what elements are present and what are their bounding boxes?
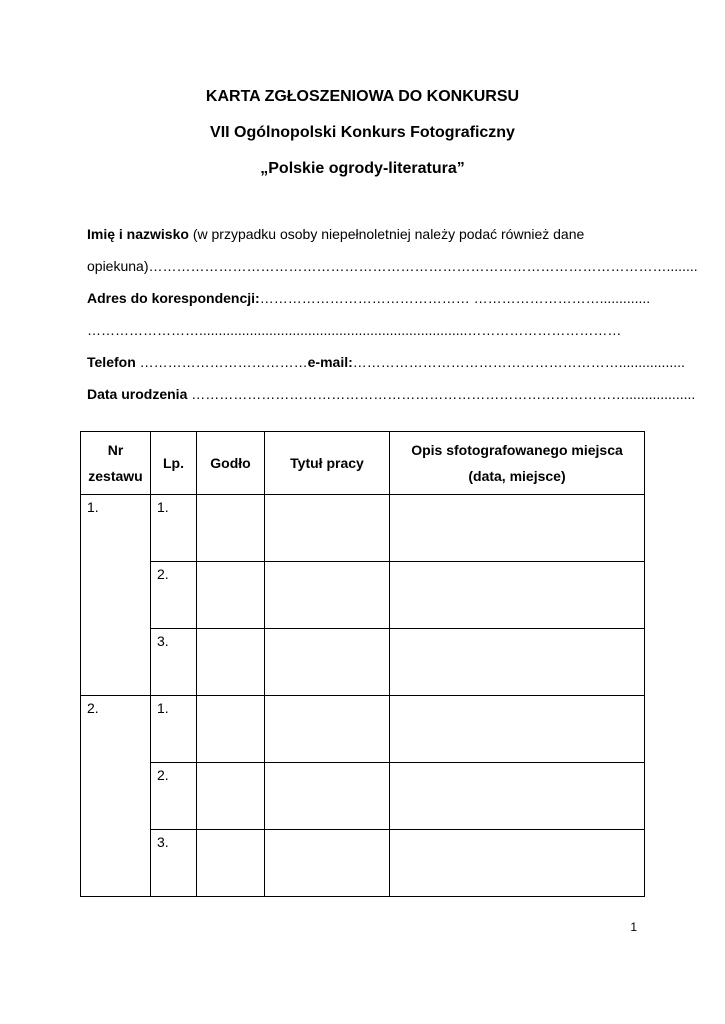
table-row [81,562,645,629]
title-cell[interactable] [265,495,390,562]
header-title: Tytuł pracy [265,432,390,495]
entries-table [80,431,645,897]
header-description-line2: (data, miejsce) [468,468,566,484]
description-cell[interactable] [390,830,645,897]
birth-row [87,378,696,410]
name-note: (w przypadku osoby niepełnoletniej należy podać również dane [188,226,585,242]
set-number-cell: 1. [81,495,151,696]
title-cell[interactable] [265,830,390,897]
name-row [87,218,647,250]
contest-theme: „Polskie ogrody-literatura” [260,160,465,177]
lp-cell: 3. [151,629,197,696]
description-cell[interactable] [390,495,645,562]
header-set-number-line1: Nr [107,442,124,458]
header-godlo: Godło [197,432,265,495]
table-row [81,696,645,763]
lp-cell: 2. [151,562,197,629]
table-row [81,763,645,830]
lp-cell: 3. [151,830,197,897]
lp-cell: 2. [151,763,197,830]
phone-field[interactable]: ……………………………… [135,354,308,370]
email-label: e-mail: [307,354,353,370]
title-cell[interactable] [265,696,390,763]
godlo-cell[interactable] [197,562,265,629]
phone-label: Telefon [87,354,136,370]
address-field-line2[interactable]: …………………….....................................................................…………………………… [87,322,622,338]
header-description [390,432,645,495]
set-number-cell: 2. [81,696,151,897]
title-cell[interactable] [265,629,390,696]
contact-row [87,346,685,378]
godlo-cell[interactable] [197,696,265,763]
description-cell[interactable] [390,763,645,830]
lp-cell: 1. [151,495,197,562]
header-description-line1: Opis sfotografowanego miejsca [411,442,623,458]
description-cell[interactable] [390,696,645,763]
name-label: Imię i nazwisko [87,226,189,242]
email-field[interactable]: …………………………………………………................. [352,354,685,370]
header-lp: Lp. [151,432,197,495]
godlo-cell[interactable] [197,495,265,562]
description-cell[interactable] [390,562,645,629]
title-cell[interactable] [265,763,390,830]
form-title: KARTA ZGŁOSZENIOWA DO KONKURSU [205,88,520,105]
title-cell[interactable] [265,562,390,629]
birth-label: Data urodzenia [87,386,188,402]
godlo-cell[interactable] [197,629,265,696]
page-number: 1 [630,920,637,934]
table-header-row [81,432,645,495]
table-row [81,495,645,562]
contest-name: VII Ogólnopolski Konkurs Fotograficzny [210,124,515,141]
address-row [87,282,651,314]
description-cell[interactable] [390,629,645,696]
birth-field[interactable]: ………………………………………………………………………………….................. [187,386,696,402]
table-row [81,629,645,696]
address-label: Adres do korespondencji: [87,290,260,306]
header-set-number-line2: zestawu [88,468,143,484]
header-set-number [81,432,151,495]
godlo-cell[interactable] [197,830,265,897]
godlo-cell[interactable] [197,763,265,830]
lp-cell: 1. [151,696,197,763]
address-field[interactable]: ……………………………………… ………………………............. [259,290,651,306]
table-row [81,830,645,897]
applicant-fields [87,218,698,410]
name-field[interactable]: opiekuna)…………………………………………………………………………………………………........ [87,258,698,274]
